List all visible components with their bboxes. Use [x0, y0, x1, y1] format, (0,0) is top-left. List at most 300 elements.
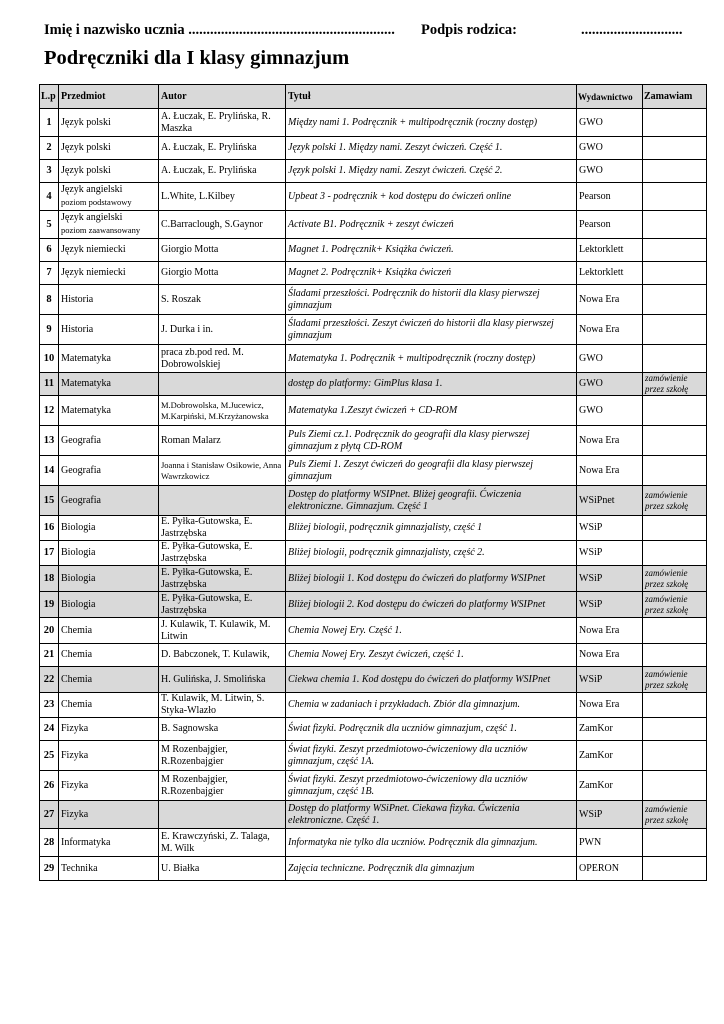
- title-cell-text: Świat fizyki. Podręcznik dla uczniów gimnazjum, część 1.: [288, 723, 517, 734]
- publisher-cell-text: Nowa Era: [579, 649, 620, 660]
- order-cell[interactable]: [643, 829, 707, 857]
- subject-cell: [59, 566, 159, 592]
- row-number-text: 13: [43, 434, 55, 446]
- subject-cell: [59, 618, 159, 644]
- author-cell: [159, 109, 286, 137]
- order-cell[interactable]: [643, 456, 707, 486]
- order-cell[interactable]: [643, 592, 707, 618]
- row-number: [40, 315, 59, 345]
- subject-cell-text: Język angielski: [61, 212, 123, 223]
- title-cell-text: Bliżej biologii 1. Kod dostępu do ćwiczeń do platformy WSIPnet: [288, 572, 546, 584]
- author-cell-text: E. Pyłka-Gutowska, E. Jastrzębska: [161, 541, 253, 564]
- title-cell-text: Bliżej biologii 2. Kod dostępu do ćwiczeń do platformy WSIPnet: [288, 598, 546, 610]
- publisher-cell-text: GWO: [579, 142, 603, 153]
- row-number: [40, 829, 59, 857]
- subject-cell: [59, 801, 159, 829]
- subject-cell-text: Język niemiecki: [61, 267, 126, 278]
- author-cell-text: T. Kulawik, M. Litwin, S. Styka-Wlazło: [161, 693, 265, 716]
- title-cell-text: Chemia w zadaniach i przykładach. Zbiór dla gimnazjum.: [288, 699, 520, 710]
- author-cell-text: Roman Malarz: [161, 434, 221, 446]
- publisher-cell-text: Nowa Era: [579, 464, 620, 476]
- title-cell-text: Puls Ziemi 1. Zeszyt ćwiczeń do geografii dla klasy pierwszej gimnazjum: [288, 458, 533, 482]
- subject-cell: [59, 396, 159, 426]
- publisher-cell-text: WSiP: [579, 598, 603, 610]
- title-cell: [286, 426, 577, 456]
- order-cell-text: zamówienie przez szkołę: [645, 567, 689, 589]
- row-number-text: 12: [43, 404, 55, 416]
- publisher-cell-text: GWO: [579, 116, 603, 128]
- author-cell-text: praca zb.pod red. M. Dobrowolskiej: [161, 346, 244, 370]
- row-number-text: 24: [43, 723, 55, 734]
- title-cell: [286, 211, 577, 239]
- col-header-publisher: Wydawnictwo: [577, 85, 643, 109]
- author-cell: [159, 516, 286, 541]
- author-cell: [159, 426, 286, 456]
- publisher-cell-text: ZamKor: [579, 723, 613, 734]
- author-cell: [159, 239, 286, 262]
- student-name-label: Imię i nazwisko ucznia .........................................................: [44, 22, 395, 38]
- author-cell: [159, 644, 286, 667]
- title-cell: [286, 183, 577, 211]
- author-cell-text: C.Barraclough, S.Gaynor: [161, 218, 263, 230]
- row-number: [40, 396, 59, 426]
- order-cell[interactable]: [643, 396, 707, 426]
- table-row: [40, 211, 707, 239]
- order-cell[interactable]: [643, 718, 707, 741]
- title-cell-text: Chemia Nowej Ery. Część 1.: [288, 624, 402, 636]
- title-cell-text: Między nami 1. Podręcznik + multipodręcznik (roczny dostęp): [288, 116, 538, 128]
- parent-signature-label: Podpis rodzica:: [421, 22, 517, 38]
- subject-cell: [59, 644, 159, 667]
- title-cell-text: Bliżej biologii, podręcznik gimnazjalisty, część 1: [288, 522, 483, 533]
- parent-signature-line: ............................: [581, 22, 683, 38]
- order-cell[interactable]: [643, 771, 707, 801]
- subject-cell-text: Historia: [61, 323, 94, 335]
- publisher-cell: [577, 741, 643, 771]
- row-number: [40, 211, 59, 239]
- order-cell[interactable]: [643, 644, 707, 667]
- order-cell[interactable]: [643, 345, 707, 373]
- publisher-cell-text: Nowa Era: [579, 293, 620, 305]
- author-cell-text: M.Dobrowolska, M.Jucewicz, M.Karpiński, M.Krzyżanowska: [161, 399, 269, 421]
- publisher-cell-text: Nowa Era: [579, 434, 620, 446]
- table-row: [40, 693, 707, 718]
- author-cell: [159, 829, 286, 857]
- author-cell: [159, 345, 286, 373]
- title-cell: [286, 667, 577, 693]
- row-number: [40, 486, 59, 516]
- subject-cell-text: Geografia: [61, 494, 101, 506]
- title-cell-text: Activate B1. Podręcznik + zeszyt ćwiczeń: [288, 218, 454, 230]
- order-cell[interactable]: [643, 109, 707, 137]
- publisher-cell-text: GWO: [579, 378, 603, 389]
- publisher-cell: [577, 426, 643, 456]
- author-cell: [159, 618, 286, 644]
- subject-cell: [59, 109, 159, 137]
- row-number: [40, 262, 59, 285]
- author-cell: [159, 541, 286, 566]
- author-cell: [159, 183, 286, 211]
- subject-cell-text: Geografia: [61, 464, 101, 476]
- subject-cell-text: Matematyka: [61, 352, 111, 364]
- row-number-text: 25: [43, 749, 55, 761]
- order-cell[interactable]: [643, 239, 707, 262]
- subject-cell-text: Biologia: [61, 522, 96, 533]
- publisher-cell-text: PWN: [579, 836, 602, 848]
- table-header-row: [40, 85, 707, 109]
- row-number-text: 1: [46, 116, 52, 128]
- author-cell-text: E. Pyłka-Gutowska, E. Jastrzębska: [161, 566, 253, 590]
- row-number-text: 22: [43, 673, 55, 685]
- title-cell-text: Magnet 2. Podręcznik+ Książka ćwiczeń: [288, 267, 452, 278]
- publisher-cell: [577, 109, 643, 137]
- publisher-cell-text: GWO: [579, 352, 603, 364]
- publisher-cell: [577, 516, 643, 541]
- publisher-cell: [577, 456, 643, 486]
- author-cell-text: A. Łuczak, E. Prylińska, R. Maszka: [161, 110, 271, 134]
- title-cell: [286, 345, 577, 373]
- title-cell-text: Śladami przeszłości. Podręcznik do historii dla klasy pierwszej gimnazjum: [288, 287, 540, 311]
- row-number: [40, 373, 59, 396]
- publisher-cell: [577, 541, 643, 566]
- row-number-text: 9: [46, 323, 52, 335]
- table-row: [40, 315, 707, 345]
- publisher-cell: [577, 211, 643, 239]
- author-cell: [159, 667, 286, 693]
- publisher-cell: [577, 315, 643, 345]
- row-number-text: 8: [46, 293, 52, 305]
- order-cell[interactable]: [643, 137, 707, 160]
- order-cell[interactable]: [643, 486, 707, 516]
- row-number: [40, 541, 59, 566]
- subject-cell: [59, 718, 159, 741]
- author-cell: [159, 592, 286, 618]
- subject-cell-text: Fizyka: [61, 749, 89, 761]
- row-number-text: 26: [43, 779, 55, 791]
- order-cell[interactable]: [643, 315, 707, 345]
- table-row: [40, 345, 707, 373]
- subject-cell-text: Matematyka: [61, 404, 111, 416]
- row-number: [40, 456, 59, 486]
- publisher-cell-text: Nowa Era: [579, 323, 620, 335]
- author-cell: [159, 262, 286, 285]
- order-cell[interactable]: [643, 541, 707, 566]
- subject-cell-text: Chemia: [61, 673, 93, 685]
- author-cell-text: S. Roszak: [161, 293, 201, 305]
- row-number-text: 19: [43, 598, 55, 610]
- subject-cell-text: Chemia: [61, 649, 93, 660]
- row-number-text: 27: [43, 808, 55, 820]
- row-number-text: 14: [43, 464, 55, 476]
- title-cell: [286, 285, 577, 315]
- order-cell[interactable]: [643, 741, 707, 771]
- author-cell-text: J. Durka i in.: [161, 323, 213, 335]
- order-cell[interactable]: [643, 262, 707, 285]
- subject-cell-text: Biologia: [61, 547, 96, 558]
- author-cell: [159, 718, 286, 741]
- title-cell-text: Zajęcia techniczne. Podręcznik dla gimnazjum: [288, 862, 475, 874]
- subject-cell-text: Fizyka: [61, 779, 89, 791]
- order-cell[interactable]: [643, 183, 707, 211]
- publisher-cell: [577, 693, 643, 718]
- author-cell: [159, 137, 286, 160]
- table-row: [40, 373, 707, 396]
- publisher-cell-text: Nowa Era: [579, 624, 620, 636]
- title-cell-text: Świat fizyki. Zeszyt przedmiotowo-ćwiczeniowy dla uczniów gimnazjum, część 1B.: [288, 773, 528, 797]
- author-cell-text: Giorgio Motta: [161, 244, 219, 255]
- row-number-text: 7: [46, 267, 52, 278]
- col-header-author: Autor: [159, 85, 286, 109]
- table-row: [40, 801, 707, 829]
- subject-cell: [59, 857, 159, 881]
- row-number-text: 3: [46, 165, 52, 176]
- subject-cell: [59, 667, 159, 693]
- order-cell-text: zamówienie przez szkołę: [645, 668, 689, 690]
- order-cell[interactable]: [643, 373, 707, 396]
- title-cell: [286, 829, 577, 857]
- order-cell[interactable]: [643, 160, 707, 183]
- order-cell[interactable]: [643, 516, 707, 541]
- row-number: [40, 618, 59, 644]
- table-row: [40, 718, 707, 741]
- publisher-cell-text: Nowa Era: [579, 699, 620, 710]
- title-cell-text: Matematyka 1. Podręcznik + multipodręcznik (roczny dostęp): [288, 352, 536, 364]
- order-cell-text: zamówienie przez szkołę: [645, 489, 689, 511]
- title-cell: [286, 160, 577, 183]
- row-number: [40, 285, 59, 315]
- row-number: [40, 239, 59, 262]
- publisher-cell: [577, 618, 643, 644]
- author-cell-text: A. Łuczak, E. Prylińska: [161, 165, 257, 176]
- title-cell: [286, 693, 577, 718]
- table-row: [40, 486, 707, 516]
- subject-cell-text: Historia: [61, 293, 94, 305]
- title-cell-text: Bliżej biologii, podręcznik gimnazjalisty, część 2.: [288, 547, 485, 558]
- publisher-cell: [577, 239, 643, 262]
- publisher-cell: [577, 373, 643, 396]
- row-number-text: 17: [43, 547, 55, 558]
- subject-cell: [59, 771, 159, 801]
- author-cell: [159, 396, 286, 426]
- author-cell: [159, 801, 286, 829]
- author-cell-text: A. Łuczak, E. Prylińska: [161, 142, 257, 153]
- author-cell: [159, 486, 286, 516]
- row-number-text: 2: [46, 142, 52, 153]
- subject-cell-text: Geografia: [61, 434, 101, 446]
- table-row: [40, 516, 707, 541]
- title-cell-text: Upbeat 3 - podręcznik + kod dostępu do ćwiczeń online: [288, 190, 512, 202]
- publisher-cell-text: OPERON: [579, 862, 620, 874]
- table-row: [40, 239, 707, 262]
- title-cell: [286, 566, 577, 592]
- row-number: [40, 183, 59, 211]
- publisher-cell: [577, 396, 643, 426]
- table-row: [40, 183, 707, 211]
- row-number: [40, 345, 59, 373]
- title-cell: [286, 262, 577, 285]
- order-cell-text: zamówienie przez szkołę: [645, 803, 689, 825]
- title-cell-text: Matematyka 1.Zeszyt ćwiczeń + CD-ROM: [288, 404, 458, 416]
- row-number-text: 21: [43, 649, 55, 660]
- row-number-text: 6: [46, 244, 52, 255]
- subject-cell: [59, 160, 159, 183]
- publisher-cell: [577, 592, 643, 618]
- publisher-cell: [577, 486, 643, 516]
- subject-cell-text: Fizyka: [61, 808, 89, 820]
- row-number-text: 28: [43, 836, 55, 848]
- table-row: [40, 160, 707, 183]
- title-cell-text: dostęp do platformy: GimPlus klasa 1.: [288, 378, 443, 389]
- subject-cell: [59, 345, 159, 373]
- title-cell-text: Puls Ziemi cz.1. Podręcznik do geografii dla klasy pierwszej gimnazjum z płytą CD-ROM: [288, 428, 530, 452]
- table-row: [40, 456, 707, 486]
- subject-cell-text: Chemia: [61, 699, 93, 710]
- table-row: [40, 262, 707, 285]
- title-cell-text: Język polski 1. Między nami. Zeszyt ćwiczeń. Część 1.: [288, 142, 503, 153]
- row-number-text: 5: [46, 218, 52, 230]
- subject-cell-text: Technika: [61, 862, 98, 874]
- title-cell: [286, 373, 577, 396]
- title-cell: [286, 137, 577, 160]
- table-row: [40, 541, 707, 566]
- row-number-text: 4: [46, 190, 52, 202]
- row-number-text: 15: [43, 494, 55, 506]
- author-cell-text: J. Kulawik, T. Kulawik, M. Litwin: [161, 618, 271, 642]
- title-cell: [286, 516, 577, 541]
- title-cell: [286, 541, 577, 566]
- publisher-cell: [577, 857, 643, 881]
- subject-cell-text: Biologia: [61, 598, 96, 610]
- order-cell[interactable]: [643, 801, 707, 829]
- subject-cell: [59, 426, 159, 456]
- publisher-cell: [577, 667, 643, 693]
- subject-cell: [59, 741, 159, 771]
- subject-cell: [59, 315, 159, 345]
- row-number: [40, 644, 59, 667]
- title-cell-text: Ciekwa chemia 1. Kod dostępu do ćwiczeń do platformy WSIPnet: [288, 673, 551, 685]
- publisher-cell: [577, 829, 643, 857]
- order-cell[interactable]: [643, 667, 707, 693]
- title-cell-text: Śladami przeszłości. Zeszyt ćwiczeń do historii dla klasy pierwszej gimnazjum: [288, 317, 554, 341]
- order-cell[interactable]: [643, 426, 707, 456]
- title-cell: [286, 396, 577, 426]
- publisher-cell: [577, 160, 643, 183]
- author-cell: [159, 741, 286, 771]
- order-cell[interactable]: [643, 693, 707, 718]
- order-cell[interactable]: [643, 285, 707, 315]
- col-header-subject: Przedmiot: [59, 85, 159, 109]
- subject-cell-text: Język polski: [61, 142, 111, 153]
- subject-cell-text: Język polski: [61, 165, 111, 176]
- row-number: [40, 741, 59, 771]
- publisher-cell: [577, 262, 643, 285]
- row-number: [40, 426, 59, 456]
- row-number: [40, 592, 59, 618]
- subject-cell-text: Biologia: [61, 572, 96, 584]
- order-cell-text: zamówienie przez szkołę: [645, 593, 689, 615]
- author-cell-text: U. Białka: [161, 862, 200, 874]
- author-cell-text: E. Krawczyński, Z. Talaga, M. Wilk: [161, 830, 270, 854]
- table-row: [40, 771, 707, 801]
- table-row: [40, 741, 707, 771]
- title-cell-text: Informatyka nie tylko dla uczniów. Podręcznik dla gimnazjum.: [288, 836, 538, 848]
- row-number-text: 20: [43, 624, 55, 636]
- publisher-cell-text: WSiPnet: [579, 494, 615, 506]
- author-cell-text: L.White, L.Kilbey: [161, 190, 235, 202]
- title-cell-text: Świat fizyki. Zeszyt przedmiotowo-ćwiczeniowy dla uczniów gimnazjum, część 1A.: [288, 743, 528, 767]
- row-number-text: 18: [43, 572, 55, 584]
- subject-cell: [59, 486, 159, 516]
- subject-cell-text: Matematyka: [61, 378, 111, 389]
- table-row: [40, 644, 707, 667]
- publisher-cell: [577, 801, 643, 829]
- row-number: [40, 516, 59, 541]
- row-number: [40, 109, 59, 137]
- row-number: [40, 718, 59, 741]
- page-title: Podręczniki dla I klasy gimnazjum: [44, 47, 350, 69]
- table-row: [40, 109, 707, 137]
- subject-cell: [59, 183, 159, 211]
- publisher-cell: [577, 644, 643, 667]
- subject-cell-text: Język angielski: [61, 184, 123, 195]
- subject-cell: [59, 137, 159, 160]
- table-row: [40, 137, 707, 160]
- subject-cell: [59, 373, 159, 396]
- subject-cell: [59, 456, 159, 486]
- row-number-text: 29: [43, 862, 55, 874]
- publisher-cell: [577, 771, 643, 801]
- table-row: [40, 285, 707, 315]
- author-cell: [159, 566, 286, 592]
- order-cell[interactable]: [643, 566, 707, 592]
- order-cell[interactable]: [643, 618, 707, 644]
- publisher-cell-text: Lektorklett: [579, 267, 624, 278]
- publisher-cell: [577, 566, 643, 592]
- title-cell: [286, 718, 577, 741]
- order-cell[interactable]: [643, 857, 707, 881]
- title-cell: [286, 239, 577, 262]
- row-number: [40, 857, 59, 881]
- title-cell: [286, 741, 577, 771]
- author-cell-text: M Rozenbajgier, R.Rozenbajgier: [161, 743, 228, 767]
- subject-cell: [59, 211, 159, 239]
- author-cell-text: H. Gulińska, J. Smolińska: [161, 673, 266, 685]
- table-row: [40, 667, 707, 693]
- author-cell: [159, 771, 286, 801]
- author-cell-text: E. Pyłka-Gutowska, E. Jastrzębska: [161, 592, 253, 616]
- subject-cell-text: Fizyka: [61, 723, 89, 734]
- title-cell: [286, 801, 577, 829]
- publisher-cell-text: Pearson: [579, 190, 611, 202]
- subject-cell: [59, 541, 159, 566]
- row-number: [40, 160, 59, 183]
- order-cell[interactable]: [643, 211, 707, 239]
- publisher-cell-text: WSiP: [579, 572, 603, 584]
- publisher-cell: [577, 345, 643, 373]
- table-row: [40, 829, 707, 857]
- col-header-order: Zamawiam: [643, 85, 707, 109]
- title-cell-text: Magnet 1. Podręcznik+ Książka ćwiczeń.: [288, 244, 454, 255]
- table-row: [40, 592, 707, 618]
- table-row: [40, 426, 707, 456]
- title-cell-text: Chemia Nowej Ery. Zeszyt ćwiczeń, część 1.: [288, 649, 464, 660]
- publisher-cell: [577, 137, 643, 160]
- publisher-cell: [577, 183, 643, 211]
- publisher-cell-text: ZamKor: [579, 749, 613, 761]
- row-number: [40, 137, 59, 160]
- author-cell: [159, 160, 286, 183]
- publisher-cell-text: Lektorklett: [579, 244, 624, 255]
